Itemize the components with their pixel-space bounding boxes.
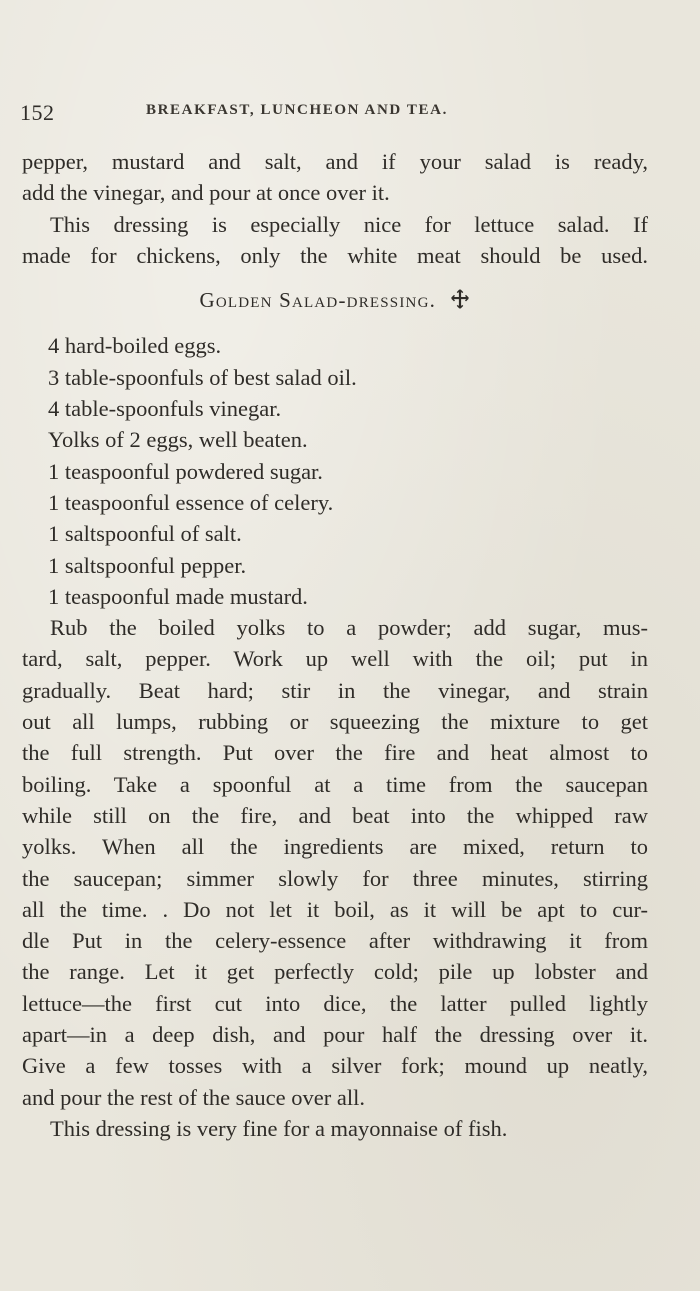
text-line: pepper, mustard and salt, and if your salad is ready,: [22, 149, 648, 174]
text-line: tard, salt, pepper. Work up well with the oil; put in: [22, 646, 648, 672]
text-line: add the vinegar, and pour at once over it.: [22, 180, 390, 206]
text-line: all the time. . Do not let it boil, as it will be apt to cur-: [22, 896, 648, 922]
text-line: apart—in a deep dish, and pour half the dressing over it.: [22, 1022, 648, 1048]
text-line: yolks. When all the ingredients are mixed, return to: [22, 834, 648, 860]
intro-paragraph: [22, 146, 648, 209]
ingredient-item: 1 saltspoonful pepper.: [48, 552, 247, 578]
text-line: while still on the fire, and beat into the whipped raw: [22, 802, 648, 828]
text-line: This dressing is especially nice for lettuce salad. If: [50, 211, 648, 237]
text-line: Rub the boiled yolks to a powder; add sugar, mus-: [50, 615, 648, 641]
recipe-title-text: Golden Salad-dressing.: [199, 288, 437, 313]
page-header: [20, 96, 660, 126]
text-line: the full strength. Put over the fire and heat almost to: [22, 740, 648, 766]
ingredient-item: Yolks of 2 eggs, well beaten.: [48, 427, 308, 453]
ingredient-item: 1 saltspoonful of salt.: [48, 521, 242, 547]
text-line: the saucepan; simmer slowly for three minutes, stirring: [22, 865, 648, 891]
ingredient-item: 4 table-spoonfuls vinegar.: [48, 396, 282, 422]
page-number: 152: [20, 100, 55, 125]
text-line: out all lumps, rubbing or squeezing the mixture to get: [22, 709, 648, 735]
note-paragraph: [22, 209, 648, 272]
text-line: This dressing is very fine for a mayonnaise of fish.: [50, 1115, 508, 1141]
ingredient-item: 1 teaspoonful essence of celery.: [48, 489, 334, 515]
text-line: Give a few tosses with a silver fork; mound up neatly,: [22, 1053, 648, 1079]
text-line: dle Put in the celery-essence after withdrawing it from: [22, 928, 648, 954]
ingredient-list: [22, 330, 648, 612]
ingredient-item: 1 teaspoonful powdered sugar.: [48, 458, 323, 484]
text-line: made for chickens, only the white meat should be used.: [22, 242, 648, 268]
cross-fleury-icon: [449, 288, 471, 310]
closing-paragraph: [22, 1113, 648, 1144]
text-line: and pour the rest of the sauce over all.: [22, 1084, 365, 1110]
running-head: BREAKFAST, LUNCHEON AND TEA.: [146, 102, 448, 118]
text-line: lettuce—the first cut into dice, the latter pulled lightly: [22, 990, 648, 1016]
text-line: boiling. Take a spoonful at a time from the saucepan: [22, 771, 648, 797]
text-line: the range. Let it get perfectly cold; pile up lobster and: [22, 959, 648, 985]
ingredient-item: 1 teaspoonful made mustard.: [48, 583, 308, 609]
text-line: gradually. Beat hard; stir in the vinegar, and strain: [22, 677, 648, 703]
page-body: [22, 146, 648, 1144]
directions-paragraph: [22, 612, 648, 1113]
ingredient-item: 3 table-spoonfuls of best salad oil.: [48, 364, 357, 390]
recipe-title: [22, 285, 648, 316]
ingredient-item: 4 hard-boiled eggs.: [48, 333, 222, 359]
